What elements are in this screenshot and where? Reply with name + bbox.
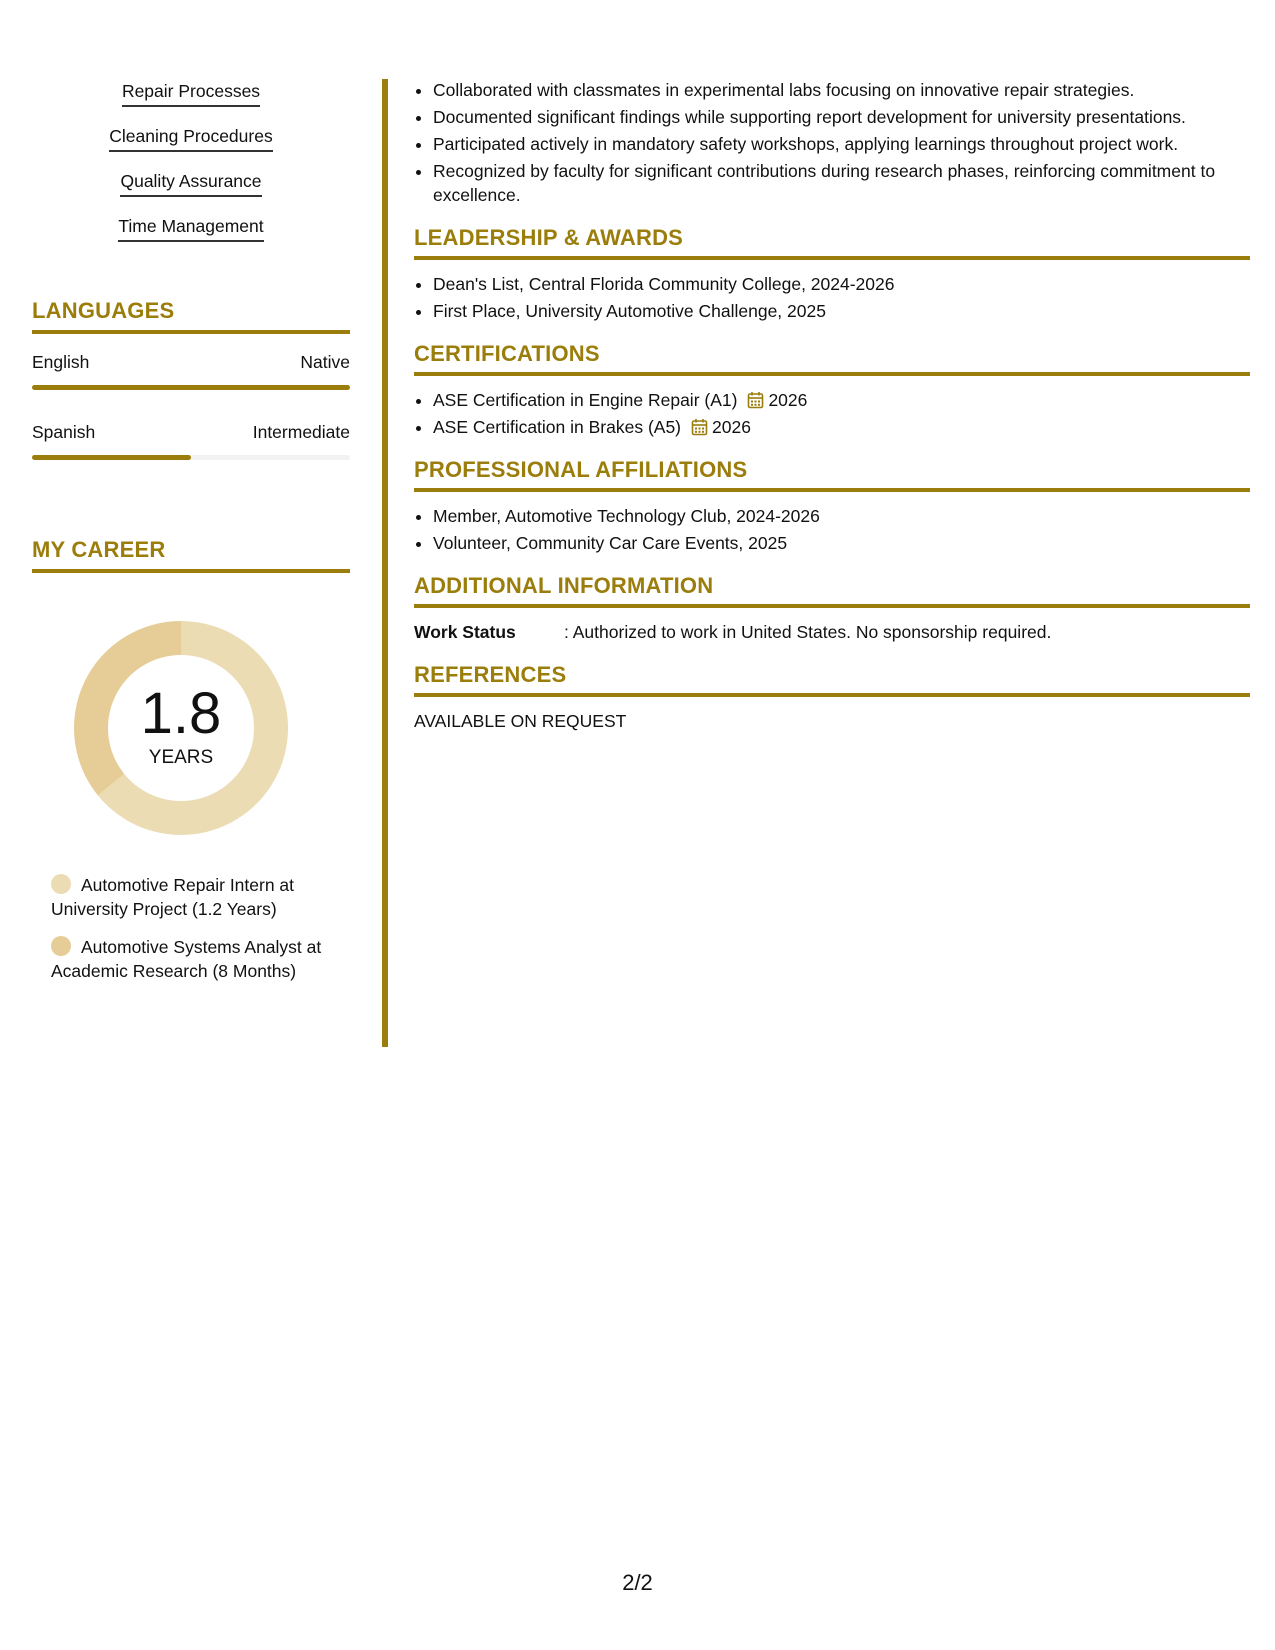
leadership-heading: LEADERSHIP & AWARDS (414, 225, 1250, 260)
legend-dot (51, 936, 71, 956)
skill-item: Repair Processes (122, 80, 260, 107)
additional-info-heading: ADDITIONAL INFORMATION (414, 573, 1250, 608)
certification-item (433, 415, 1250, 439)
experience-bullet: • Documented significant findings while supporting report development for university presentations. (433, 105, 1250, 129)
certifications-list (414, 388, 1250, 439)
skill-item: Quality Assurance (120, 170, 261, 197)
page-number: 2/2 (622, 1570, 653, 1595)
experience-bullet: • Collaborated with classmates in experimental labs focusing on innovative repair strategies. (433, 78, 1250, 102)
legend-label: Automotive Repair Intern at University Project (1.2 Years) (51, 875, 295, 919)
language-name: English (32, 352, 90, 372)
language-proficiency-fill (32, 455, 191, 460)
certifications-heading: CERTIFICATIONS (414, 341, 1250, 376)
work-status-label: Work Status (414, 622, 516, 642)
work-status-row (414, 620, 1250, 644)
right-column (414, 78, 1250, 733)
experience-bullet: • Recognized by faculty for significant contributions during research phases, reinforcing commitment to excellence. (433, 159, 1250, 207)
language-english (32, 334, 350, 404)
references-heading: REFERENCES (414, 662, 1250, 697)
career-donut-chart (66, 613, 296, 843)
experience-bullet: • Participated actively in mandatory safety workshops, applying learnings throughout project work. (433, 132, 1250, 156)
language-spanish (32, 404, 350, 474)
certification-item (433, 388, 1250, 412)
affiliation-item: • Volunteer, Community Car Care Events, 2025 (433, 531, 1250, 555)
language-level: Intermediate (252, 422, 350, 442)
affiliations-heading: PROFESSIONAL AFFILIATIONS (414, 457, 1250, 492)
language-name: Spanish (32, 422, 96, 442)
leadership-item: • Dean's List, Central Florida Community College, 2024-2026 (433, 272, 1250, 296)
language-level: Native (300, 352, 350, 372)
career-total-value: 1.8 (140, 681, 222, 746)
career-legend (51, 873, 331, 983)
left-column (32, 80, 350, 997)
skill-item: Cleaning Procedures (109, 125, 272, 152)
work-status-value: : Authorized to work in United States. No sponsorship required. (564, 622, 1052, 642)
legend-dot (51, 874, 71, 894)
affiliation-item: • Member, Automotive Technology Club, 2024-2026 (433, 504, 1250, 528)
references-text: AVAILABLE ON REQUEST (414, 711, 627, 731)
career-legend-item (51, 873, 331, 921)
calendar-icon (691, 418, 708, 436)
certification-name: ASE Certification in Engine Repair (A1) (433, 390, 738, 410)
language-proficiency-bar (32, 455, 350, 460)
skills-list (32, 80, 350, 260)
career-total-unit: YEARS (148, 747, 214, 768)
skill-item: Time Management (118, 215, 263, 242)
language-proficiency-bar (32, 385, 350, 390)
career-legend-item (51, 935, 331, 983)
calendar-icon (747, 391, 764, 409)
leadership-list (414, 272, 1250, 323)
language-proficiency-fill (32, 385, 350, 390)
legend-label: Automotive Systems Analyst at Academic Research (8 Months) (51, 937, 322, 981)
leadership-item: • First Place, University Automotive Challenge, 2025 (433, 299, 1250, 323)
experience-bullets (414, 78, 1250, 207)
affiliations-list (414, 504, 1250, 555)
career-heading: MY CAREER (32, 537, 350, 573)
column-divider (382, 79, 388, 1047)
certification-year: 2026 (712, 417, 751, 437)
languages-heading: LANGUAGES (32, 298, 350, 334)
certification-year: 2026 (768, 390, 808, 410)
certification-name: ASE Certification in Brakes (A5) (433, 417, 682, 437)
